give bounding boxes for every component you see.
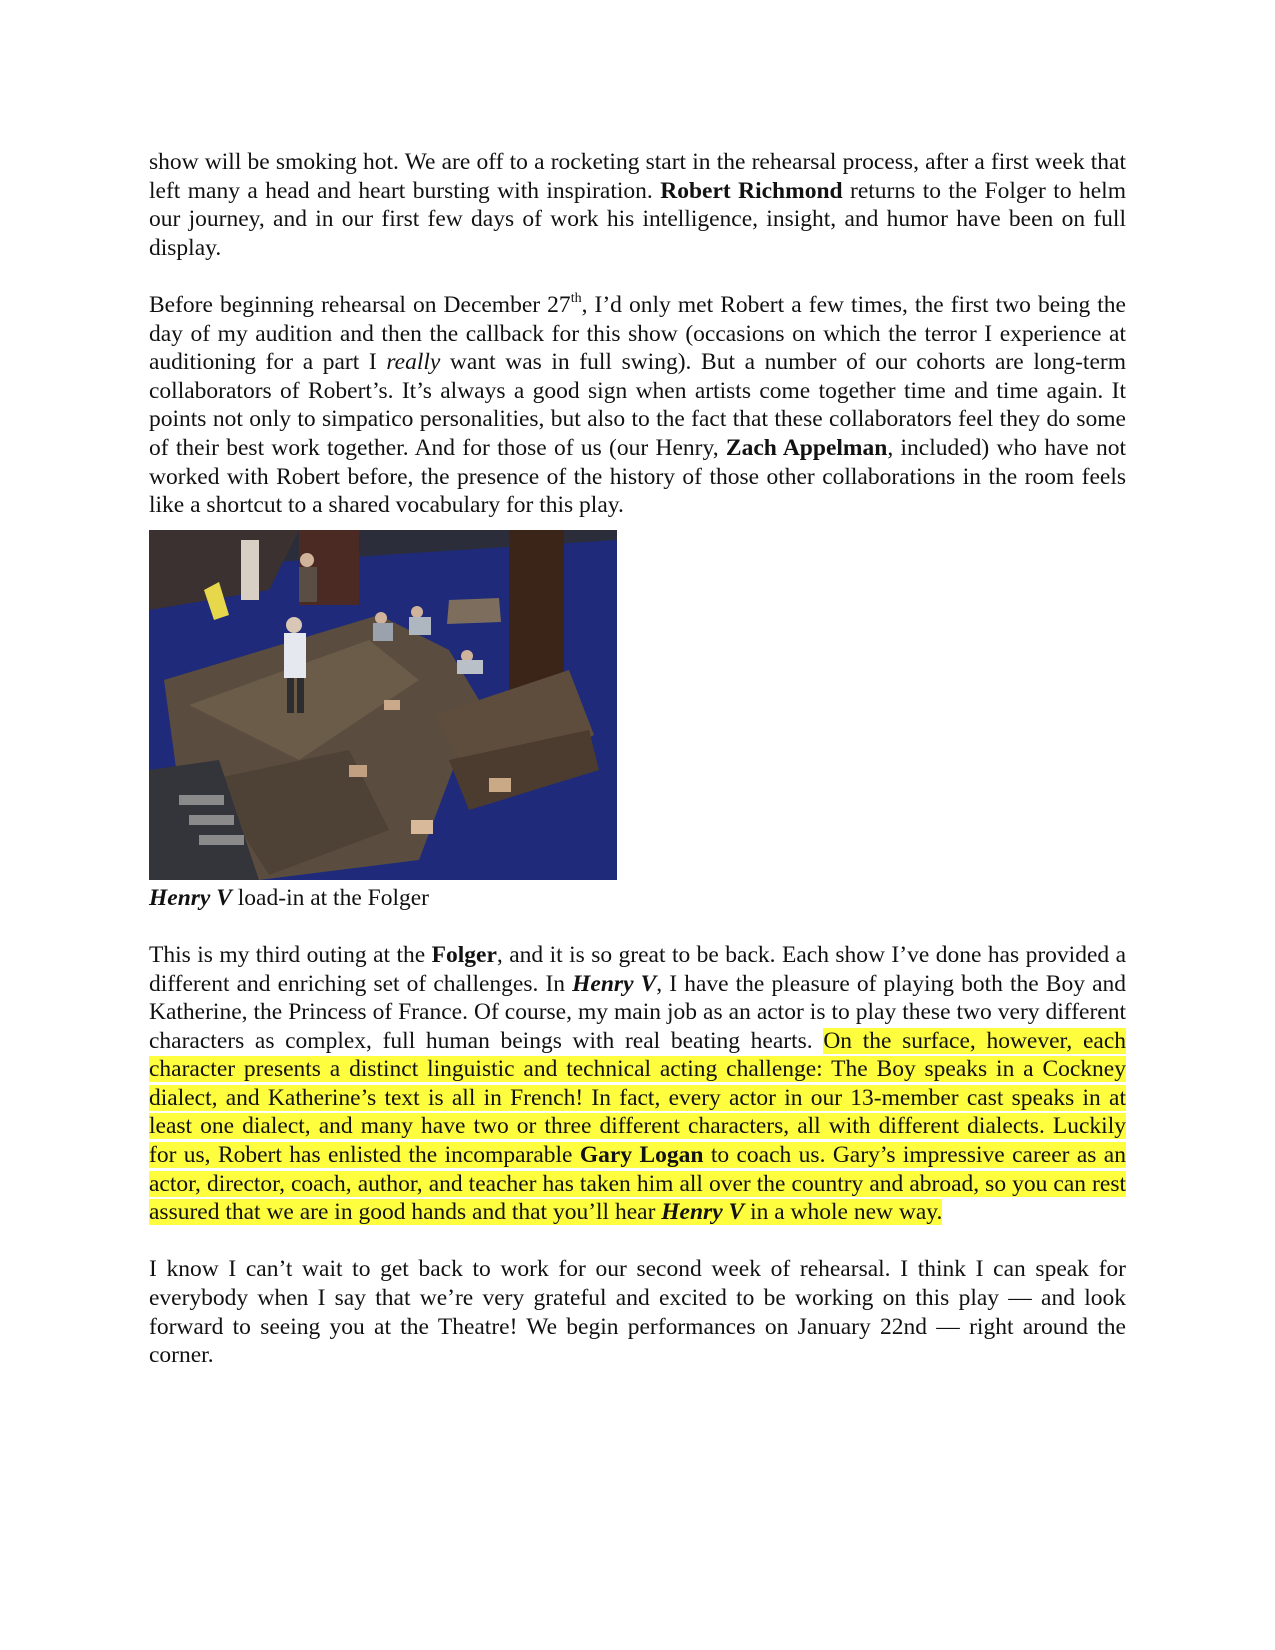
paragraph-rehearsal-start: [149, 148, 1126, 262]
paragraph-third-outing: [149, 941, 1126, 1227]
caption-title: Henry V: [149, 884, 232, 911]
text-run: This is my third outing at the: [149, 941, 432, 968]
highlighted-text: On the surface, however, each character presents a distinct linguistic and technical acting challenge: The Boy speaks in a Cockney dialect, and Katherine’s text is all in French! In fact, every actor in our 13-member cast speaks in at least one dialect, and many have two or three different characters, all with different dialects. Luckily for us, Robert has enlisted the incomparable: [149, 1027, 1127, 1169]
text-run: , I’d only met Robert a few times, the first two being the day of my audition and then the callback for this show (occasions on which the terror I experience at auditioning for a part I: [149, 291, 1126, 376]
document-page: [149, 148, 1126, 1370]
text-run: , and it is so great to be back. Each show I’ve done has provided a different and enriching set of challenges. In: [149, 941, 1126, 997]
paragraph-closing: [149, 1255, 1126, 1369]
caption-text: load-in at the Folger: [231, 884, 429, 911]
title-henry-v: Henry V: [661, 1199, 745, 1226]
text-run: show will be smoking hot. We are off to a rocketing start in the rehearsal process, after a first week that left many a head and heart bursting with inspiration.: [149, 149, 1126, 204]
emphasis-really: really: [386, 349, 441, 376]
highlighted-text: to coach us. Gary’s impressive career as an actor, director, coach, author, and teacher has taken him all over the country and abroad, so you can rest assured that we are in good hands and that you’ll hear: [149, 1142, 1126, 1226]
text-run: , I have the pleasure of playing both the Boy and Katherine, the Princess of France. Of course, my main job as an actor is to play these two very different characters as complex, full human beings with real beating hearts.: [149, 970, 1127, 1054]
highlighted-text: in a whole new way.: [744, 1199, 943, 1226]
name-robert-richmond: Robert Richmond: [660, 177, 843, 204]
name-gary-logan: Gary Logan: [579, 1142, 704, 1169]
text-run: , included) who have not worked with Robert before, the presence of the history of those other collaborations in the room feels like a shortcut to a shared vocabulary for this play.: [149, 434, 1127, 519]
name-folger: Folger: [431, 941, 497, 968]
paragraph-gap: [149, 262, 1126, 291]
text-run: want was in full swing). But a number of our cohorts are long-term collaborators of Robert’s. It’s always a good sign when artists come together time and time again. It points not only to simpatico personalities, but also to the fact that these collaborators feel they do some of their best work together. And for those of us (our Henry,: [149, 349, 1126, 461]
text-run: I know I can’t wait to get back to work for our second week of rehearsal. I think I can speak for everybody when I say that we’re very grateful and excited to be working on this play — and look forward to seeing you at the Theatre! We begin performances on January 22nd — right around the corner.: [149, 1256, 1126, 1369]
paragraph-gap: [149, 912, 1126, 941]
ordinal-suffix: th: [570, 291, 582, 307]
paragraph-gap: [149, 1227, 1126, 1256]
name-zach-appelman: Zach Appelman: [725, 434, 888, 461]
paragraph-meeting-robert: [149, 291, 1126, 520]
text-run: Before beginning rehearsal on December 27: [149, 291, 571, 318]
load-in-photo: [149, 530, 617, 880]
photo-caption: [149, 884, 1126, 913]
highlighted-passage: [149, 1028, 1126, 1226]
title-henry-v: Henry V: [572, 970, 657, 997]
stage-photo-image: [149, 530, 617, 880]
text-run: returns to the Folger to helm our journey, and in our first few days of work his intelligence, insight, and humor have been on full display.: [149, 177, 1126, 261]
